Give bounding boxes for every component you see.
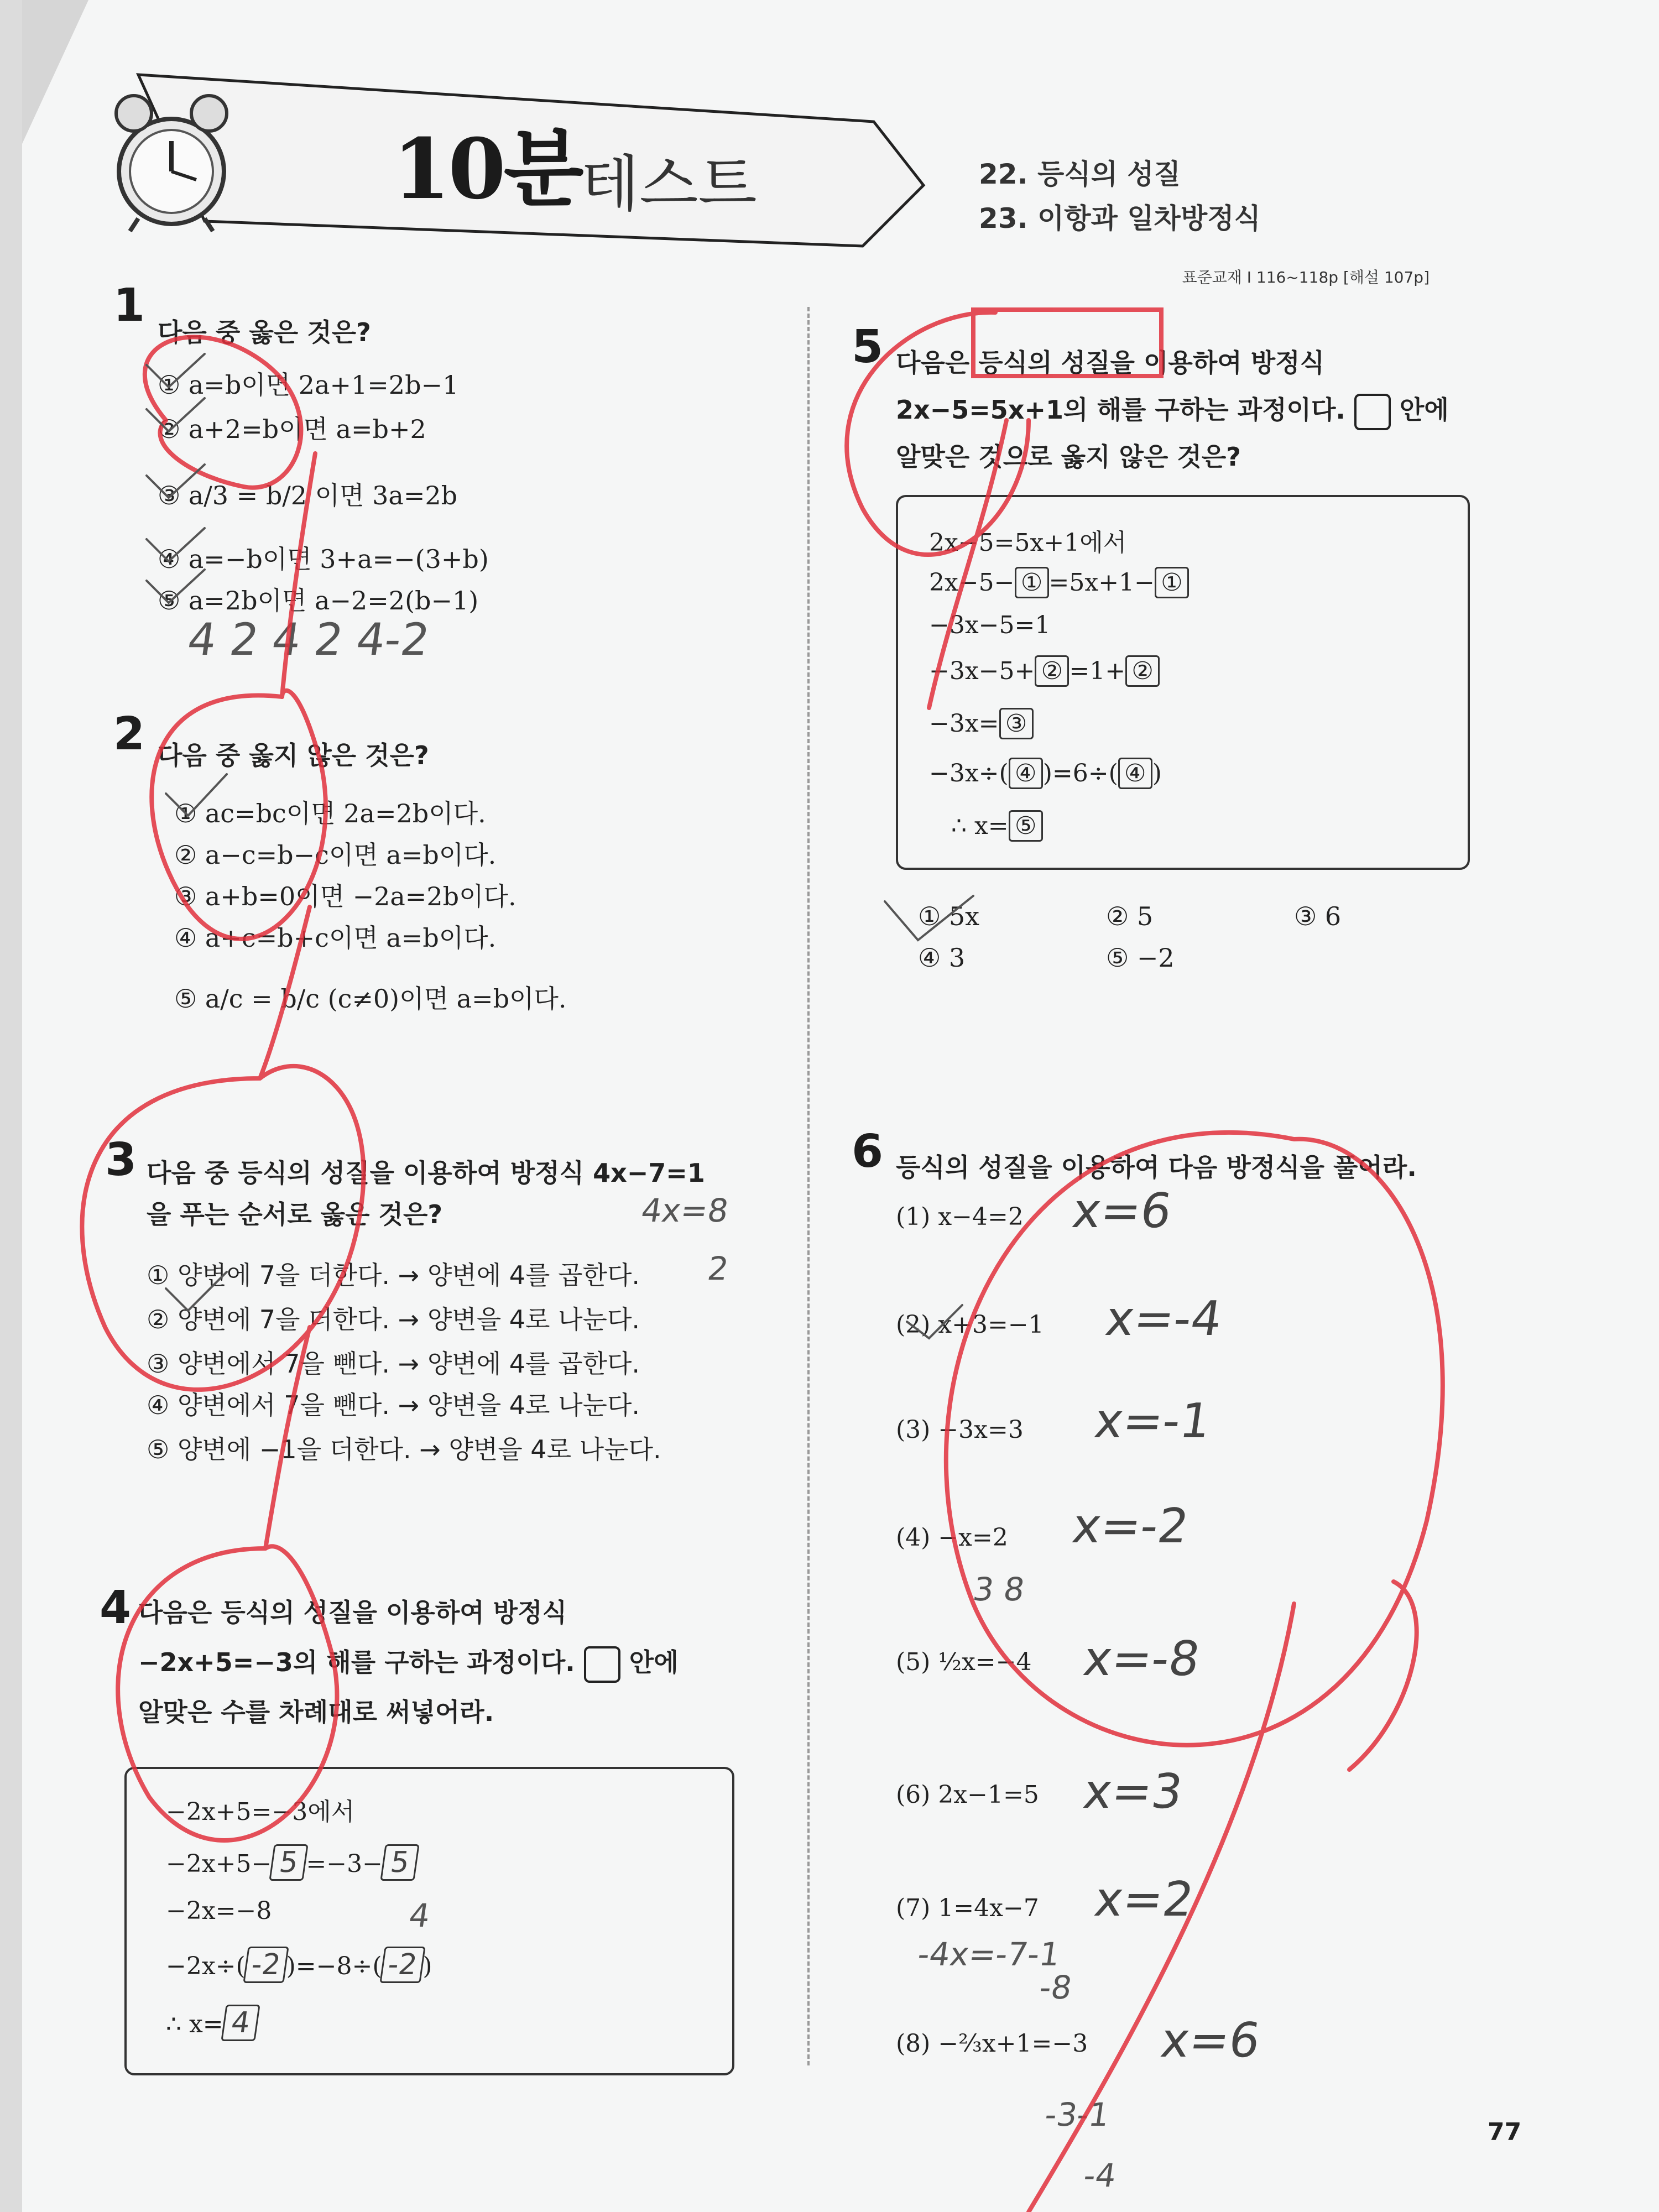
q4-step-4-left: −2x÷( (166, 1952, 246, 1980)
q5-number: 5 (852, 321, 884, 373)
q4-answer-3[interactable]: -2 (243, 1947, 289, 1983)
q5-choice-3: ③ 6 (1294, 901, 1342, 931)
title-number: 10분 (393, 121, 582, 218)
q6-item-7: (7) 1=4x−7 (896, 1894, 1039, 1922)
q2-option-3: ③ a+b=0이면 −2a=2b이다. (174, 881, 517, 911)
q5-step-6 (929, 758, 1162, 789)
q6-item-6: (6) 2x−1=5 (896, 1781, 1039, 1809)
q5-prompt-line2b: 안에 (1399, 395, 1449, 425)
q4-answer-1[interactable]: 5 (269, 1844, 309, 1881)
q6-answer-3[interactable]: x=-1 (1091, 1394, 1214, 1449)
q3-scribble-1: 4x=8 (639, 1192, 731, 1229)
q6-number: 6 (852, 1125, 884, 1178)
q4-step-2 (166, 1844, 417, 1881)
topic-1: 22. 등식의 성질 (979, 158, 1181, 190)
q3-scribble-2: 2 (705, 1250, 731, 1287)
q5-step-5 (929, 708, 1034, 739)
q4-answer-4[interactable]: -2 (379, 1947, 425, 1983)
q5-step-6-end: ) (1152, 759, 1162, 787)
q2-prompt: 다음 중 옳지 않은 것은? (158, 740, 429, 770)
q2-option-5: ⑤ a/c = b/c (c≠0)이면 a=b이다. (174, 984, 567, 1014)
q6-item-2: (2) x+3=−1 (896, 1311, 1044, 1339)
q4-answer-5[interactable]: 4 (221, 2005, 260, 2041)
topic-2: 23. 이항과 일차방정식 (979, 202, 1261, 234)
q4-step-4-mid: )=−8÷( (286, 1952, 382, 1980)
q4-step-2-left: −2x+5− (166, 1850, 272, 1878)
q4-prompt-line2b: 안에 (629, 1647, 679, 1677)
q4-prompt-line2 (138, 1642, 679, 1683)
q5-blank-1b: ① (1155, 567, 1189, 598)
q5-blank-4b: ④ (1118, 758, 1152, 789)
q6-scribble-5: 3 8 (971, 1571, 1027, 1608)
q4-step-4-end: ) (422, 1952, 432, 1980)
q5-blank-4a: ④ (1009, 758, 1043, 789)
q5-choice-1: ① 5x (918, 901, 980, 931)
q6-scribble-7b: -8 (1037, 1969, 1074, 2006)
q5-step-5-left: −3x= (929, 709, 999, 738)
q6-answer-4[interactable]: x=-2 (1068, 1499, 1192, 1554)
q6-item-1: (1) x−4=2 (896, 1203, 1024, 1231)
q2-option-1: ① ac=bc이면 2a=2b이다. (174, 799, 486, 828)
q2-option-4: ④ a+c=b+c이면 a=b이다. (174, 923, 497, 953)
column-divider (807, 307, 810, 2065)
q5-choice-2: ② 5 (1106, 901, 1154, 931)
q4-step-5-left: ∴ x= (166, 2010, 223, 2038)
q4-answer-2[interactable]: 5 (380, 1844, 419, 1881)
header-banner (105, 69, 968, 252)
q3-prompt-line2: 을 푸는 순서로 옳은 것은? (147, 1199, 443, 1229)
q5-step-7 (951, 810, 1043, 842)
q4-prompt-line2a: −2x+5=−3의 해를 구하는 과정이다. (138, 1647, 575, 1677)
blank-box-icon (1354, 394, 1391, 430)
q4-step-1: −2x+5=−3에서 (166, 1798, 355, 1826)
q5-step-1: 2x−5=5x+1에서 (929, 529, 1127, 557)
q6-item-3: (3) −3x=3 (896, 1416, 1024, 1444)
q5-choice-4: ④ 3 (918, 943, 966, 973)
q6-answer-7[interactable]: x=2 (1091, 1872, 1197, 1927)
q5-prompt-line2 (896, 390, 1449, 430)
q5-step-4-mid: =1+ (1069, 657, 1126, 685)
q3-prompt-line1: 다음 중 등식의 성질을 이용하여 방정식 4x−7=1 (147, 1158, 705, 1188)
q4-step-5 (166, 2005, 258, 2041)
q3-option-2: ② 양변에 7을 더한다. → 양변을 4로 나눈다. (147, 1305, 640, 1334)
q5-step-4 (929, 655, 1160, 687)
q5-choice-5: ⑤ −2 (1106, 943, 1175, 973)
q1-option-5: ⑤ a=2b이면 a−2=2(b−1) (158, 586, 479, 615)
q5-blank-3: ③ (999, 708, 1034, 739)
q6-scribble-7: -4x=-7-1 (915, 1936, 1063, 1973)
q6-item-8: (8) −⅔x+1=−3 (896, 2030, 1088, 2058)
q6-scribble-8b: -4 (1081, 2157, 1119, 2194)
page-number: 77 (1488, 2118, 1522, 2146)
q6-prompt: 등식의 성질을 이용하여 다음 방정식을 풀어라. (896, 1152, 1417, 1182)
q4-prompt-line1: 다음은 등식의 성질을 이용하여 방정식 (138, 1598, 567, 1627)
q5-prompt-line2a: 2x−5=5x+1의 해를 구하는 과정이다. (896, 395, 1345, 425)
q3-number: 3 (105, 1134, 137, 1186)
q6-item-5: (5) ½x=−4 (896, 1648, 1032, 1676)
q5-step-6-mid: )=6÷( (1042, 759, 1118, 787)
q4-prompt-line3: 알맞은 수를 차례대로 써넣어라. (138, 1697, 494, 1727)
q6-scribble-8: -3-1 (1042, 2096, 1112, 2133)
q4-scribble: 4 (406, 1897, 432, 1934)
q3-option-1: ① 양변에 7을 더한다. → 양변에 4를 곱한다. (147, 1260, 640, 1290)
q3-option-4: ④ 양변에서 7을 뺀다. → 양변을 4로 나눈다. (147, 1390, 640, 1420)
q5-blank-2b: ② (1125, 655, 1160, 687)
q4-step-2-mid: =−3− (306, 1850, 383, 1878)
q1-prompt: 다음 중 옳은 것은? (158, 317, 371, 347)
q5-blank-2a: ② (1035, 655, 1069, 687)
q5-step-2-mid: =5x+1− (1048, 568, 1155, 597)
q4-step-3: −2x=−8 (166, 1897, 272, 1925)
q5-step-7-left: ∴ x= (951, 812, 1009, 840)
blank-box-icon (584, 1646, 620, 1683)
q1-scribble: 4 2 4 2 4-2 (184, 614, 433, 665)
q6-answer-1[interactable]: x=6 (1068, 1183, 1175, 1239)
q5-step-6-left: −3x÷( (929, 759, 1009, 787)
alarm-clock-icon (105, 88, 238, 232)
q2-option-2: ② a−c=b−c이면 a=b이다. (174, 840, 497, 870)
q1-option-3: ③ a/3 = b/2 이면 3a=2b (158, 481, 458, 510)
q1-option-4: ④ a=−b이면 3+a=−(3+b) (158, 544, 489, 574)
q4-step-4 (166, 1947, 432, 1983)
q4-number: 4 (100, 1582, 132, 1634)
q3-option-5: ⑤ 양변에 −1을 더한다. → 양변을 4로 나눈다. (147, 1434, 661, 1464)
q5-blank-5: ⑤ (1009, 810, 1043, 842)
q5-step-2 (929, 567, 1189, 598)
q2-number: 2 (113, 708, 145, 760)
q6-answer-8[interactable]: x=6 (1157, 2013, 1264, 2068)
q1-number: 1 (113, 279, 145, 332)
q5-step-3: −3x−5=1 (929, 611, 1051, 639)
q6-answer-2[interactable]: x=-4 (1102, 1291, 1225, 1347)
q1-option-2: ② a+2=b이면 a=b+2 (158, 414, 426, 444)
q5-step-2-left: 2x−5− (929, 568, 1015, 597)
q5-prompt-line1: 다음은 등식의 성질을 이용하여 방정식 (896, 348, 1325, 378)
worksheet-page (22, 0, 1659, 2212)
q5-step-4-left: −3x−5+ (929, 657, 1035, 685)
q6-answer-6[interactable]: x=3 (1079, 1764, 1186, 1819)
q6-answer-5[interactable]: x=-8 (1079, 1631, 1203, 1687)
q5-prompt-line3: 알맞은 것으로 옳지 않은 것은? (896, 442, 1241, 472)
q5-blank-1a: ① (1015, 567, 1049, 598)
q1-option-1: ① a=b이면 2a+1=2b−1 (158, 370, 459, 400)
q6-item-4: (4) −x=2 (896, 1524, 1008, 1552)
q3-option-3: ③ 양변에서 7을 뺀다. → 양변에 4를 곱한다. (147, 1349, 640, 1379)
textbook-reference: 표준교재 I 116~118p [해설 107p] (1182, 268, 1430, 286)
title-word: 테스트 (581, 149, 757, 220)
